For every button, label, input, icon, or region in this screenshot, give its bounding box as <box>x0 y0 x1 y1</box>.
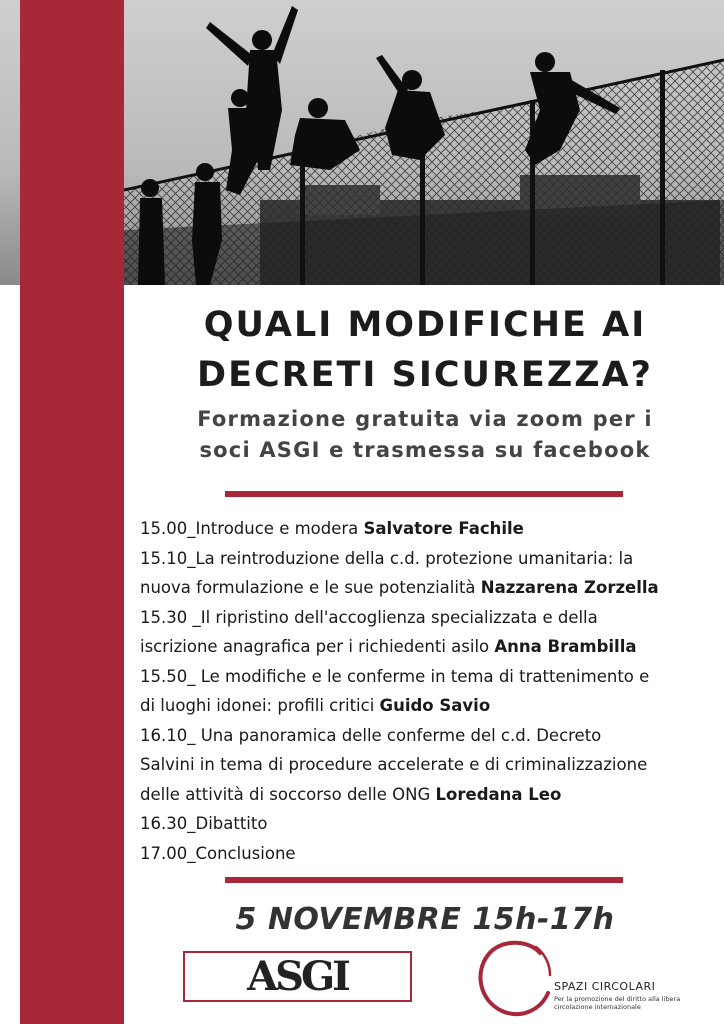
title-line-2: DECRETI SICUREZZA? <box>197 355 653 395</box>
program-item-4-line-1: 15.50_ Le modifiche e le conferme in tema di trattenimento e <box>140 666 650 686</box>
spazi-logo-tagline: Per la promozione del diritto alla libera circolazione internazionale <box>554 995 681 1011</box>
divider-bottom <box>225 877 623 883</box>
program-item-1 <box>140 514 715 544</box>
spazi-circolari-logo <box>470 935 720 1020</box>
program-item-5-line-2: Salvini in tema di procedure accelerate e di criminalizzazione <box>140 755 648 774</box>
program-item-5-line-1: 16.10_ Una panoramica delle conferme del c.d. Decreto <box>140 725 602 745</box>
program-item-1-text: 15.00_Introduce e modera <box>140 519 364 538</box>
program-item-2-line-1: 15.10_La reintroduzione della c.d. protezione umanitaria: la <box>140 548 634 568</box>
program-item-3-speaker: Anna Brambilla <box>494 637 637 656</box>
program-item-3 <box>140 603 715 662</box>
subtitle-line-2: soci ASGI e trasmessa su facebook <box>199 438 651 462</box>
program-item-4-speaker: Guido Savio <box>379 696 491 715</box>
program-item-2-line-2-wrap <box>140 573 715 603</box>
program-item-3-line-2: iscrizione anagrafica per i richiedenti asilo <box>140 637 495 656</box>
program-item-1-speaker: Salvatore Fachile <box>363 519 524 538</box>
program-item-7: 17.00_Conclusione <box>140 843 296 863</box>
program-item-4 <box>140 662 715 721</box>
asgi-logo-text: ASGI <box>247 953 348 1000</box>
red-vertical-band <box>20 0 124 1024</box>
program-item-2-line-2: nuova formulazione e le sue potenzialità <box>140 578 481 597</box>
program-item-5-line-3-wrap <box>140 780 715 810</box>
event-date: 5 NOVEMBRE 15h-17h <box>235 902 615 937</box>
divider-top <box>225 491 623 497</box>
program-item-4-line-2-wrap <box>140 691 715 721</box>
program-item-5-speaker: Loredana Leo <box>435 784 562 804</box>
page-title <box>140 300 710 400</box>
program-item-3-line-2-wrap <box>140 632 715 662</box>
program-item-2-speaker: Nazzarena Zorzella <box>480 578 659 597</box>
program-item-5-line-3: delle attività di soccorso delle ONG <box>140 784 436 804</box>
program-item-4-line-2: di luoghi idonei: profili critici <box>140 696 380 715</box>
spazi-logo-name: SPAZI CIRCOLARI <box>554 980 656 993</box>
asgi-logo <box>183 951 412 1002</box>
subtitle-line-1: Formazione gratuita via zoom per i <box>197 407 653 431</box>
circle-logo-icon <box>470 935 560 1020</box>
program-item-2 <box>140 544 715 603</box>
program-item-3-line-1: 15.30 _Il ripristino dell'accoglienza specializzata e della <box>140 607 598 627</box>
program-item-5 <box>140 721 715 810</box>
program-item-6: 16.30_Dibattito <box>140 814 268 833</box>
program-list <box>140 514 715 868</box>
subtitle <box>140 404 710 466</box>
title-line-1: QUALI MODIFICHE AI <box>203 305 647 345</box>
